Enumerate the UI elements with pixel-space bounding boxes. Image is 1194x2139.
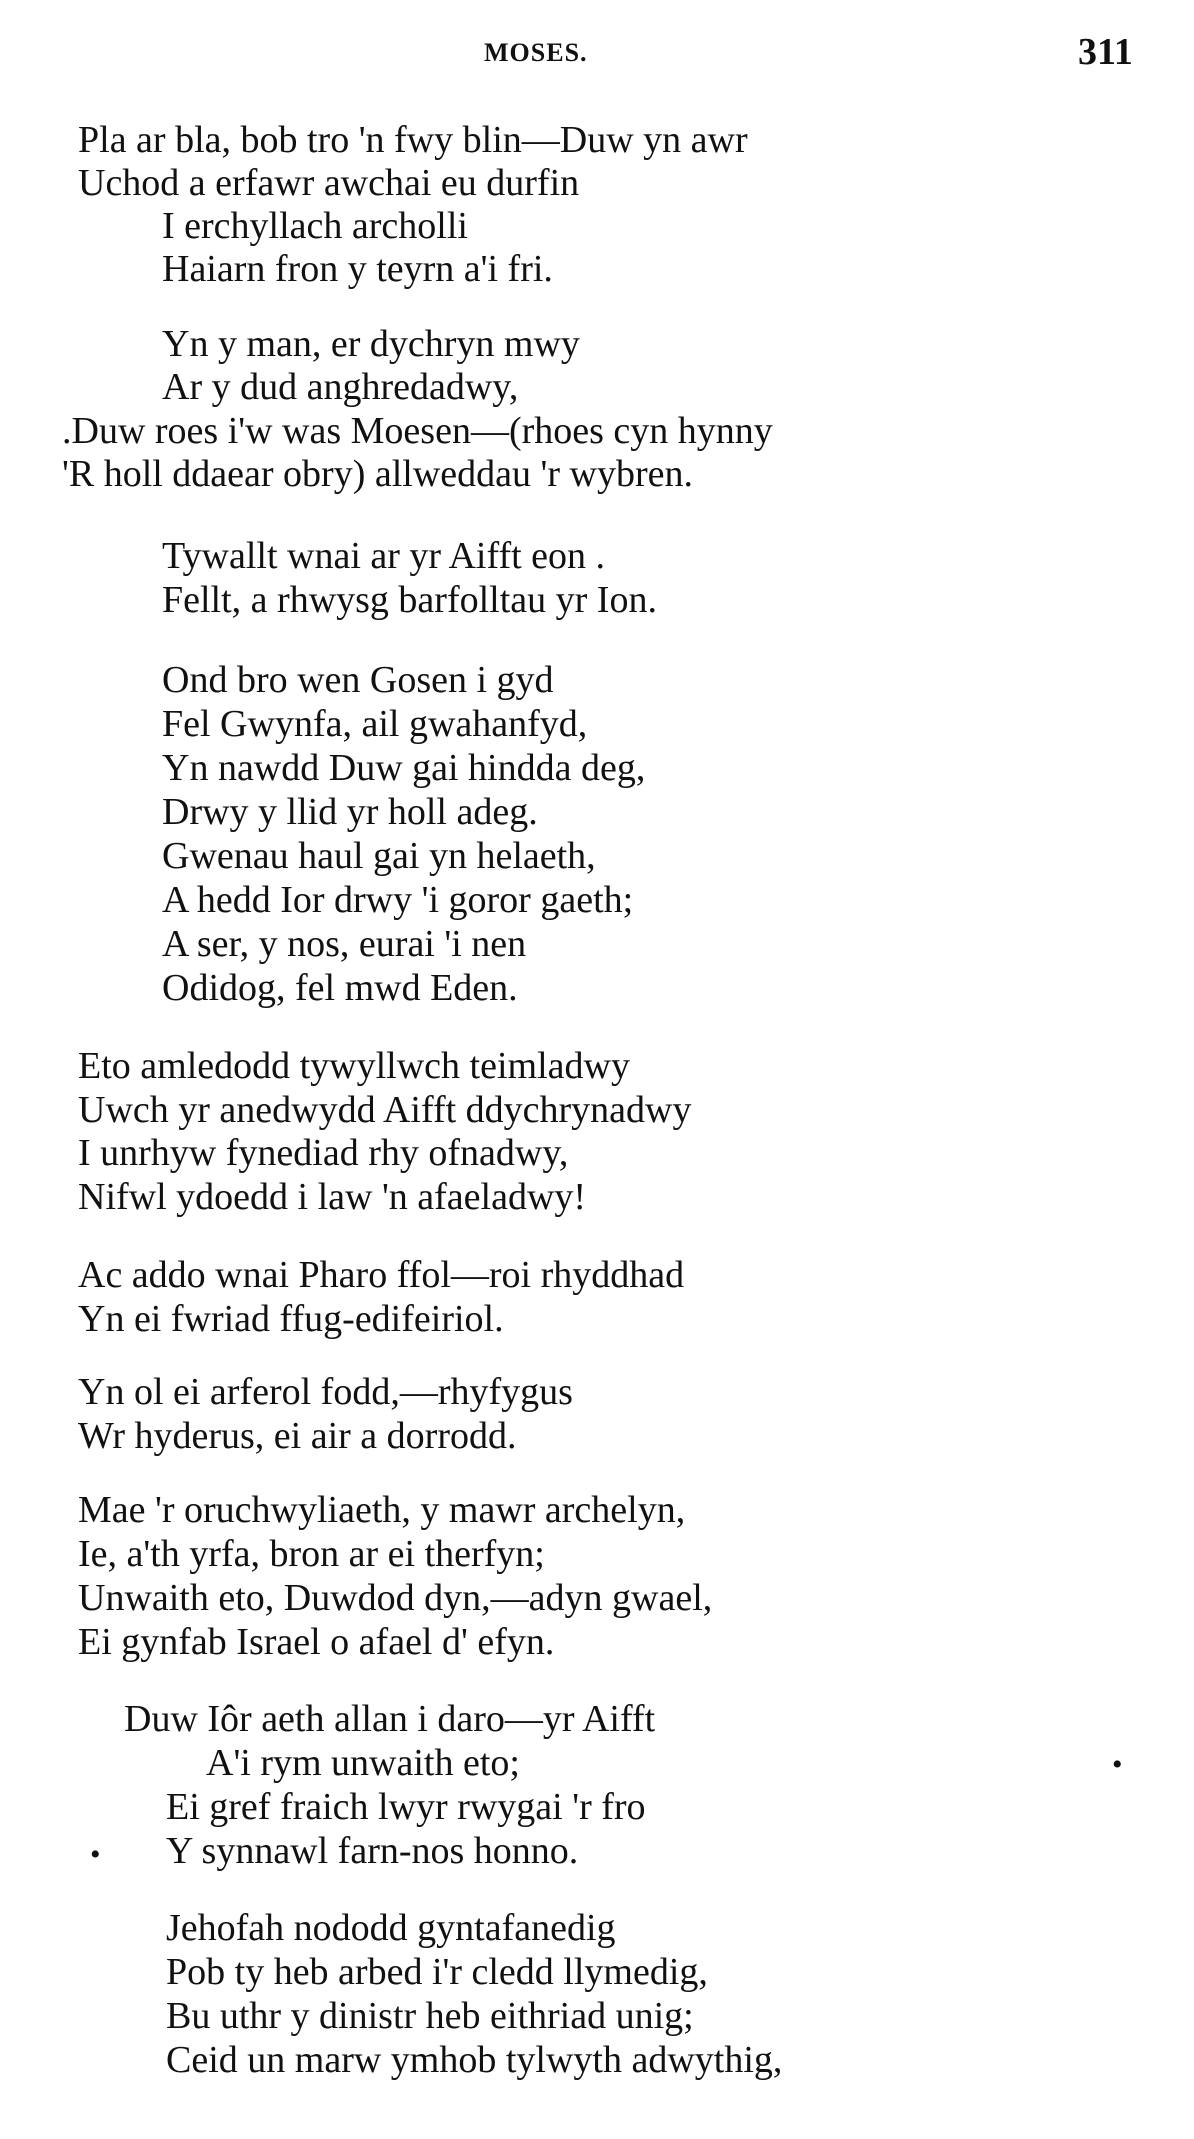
stray-mark: • [90,1838,101,1871]
verse-line: I erchyllach archolli [162,205,468,247]
verse-line: Jehofah nododd gyntafanedig [166,1907,616,1949]
verse-line: Duw Iôr aeth allan i daro—yr Aifft [124,1698,656,1740]
verse-line: Odidog, fel mwd Eden. [162,967,518,1009]
verse-line: Haiarn fron y teyrn a'i fri. [162,248,553,290]
verse-line: 'R holl ddaear obry) allweddau 'r wybren. [62,453,693,495]
verse-line: Ceid un marw ymhob tylwyth adwythig, [166,2039,783,2081]
verse-line: Unwaith eto, Duwdod dyn,—adyn gwael, [78,1577,713,1619]
verse-line: Ei gref fraich lwyr rwygai 'r fro [166,1786,646,1828]
verse-line: Mae 'r oruchwyliaeth, y mawr archelyn, [78,1489,686,1531]
stray-mark: • [1112,1748,1123,1781]
verse-line: Ie, a'th yrfa, bron ar ei therfyn; [78,1533,545,1575]
verse-line: A ser, y nos, eurai 'i nen [162,923,527,965]
verse-line: Yn ol ei arferol fodd,—rhyfygus [78,1371,573,1413]
verse-line: Fel Gwynfa, ail gwahanfyd, [162,703,588,745]
verse-line: .Duw roes i'w was Moesen—(rhoes cyn hynny [62,410,773,452]
verse-line: Nifwl ydoedd i law 'n afaeladwy! [78,1176,587,1218]
running-title: MOSES. [484,38,588,67]
verse-line: Y synnawl farn-nos honno. [166,1830,579,1872]
verse-line: Yn ei fwriad ffug-edifeiriol. [78,1298,504,1340]
verse-line: Wr hyderus, ei air a dorrodd. [78,1415,517,1457]
verse-line: Uchod a erfawr awchai eu durfin [78,162,580,204]
verse-line: I unrhyw fynediad rhy ofnadwy, [78,1132,569,1174]
verse-line: Uwch yr anedwydd Aifft ddychrynadwy [78,1089,692,1131]
verse-line: A hedd Ior drwy 'i goror gaeth; [162,879,634,921]
running-head [0,30,1194,80]
verse-line: A'i rym unwaith eto; [206,1742,520,1784]
verse-line: Pob ty heb arbed i'r cledd llymedig, [166,1951,708,1993]
verse-line: Ar y dud anghredadwy, [162,366,519,408]
verse-line: Bu uthr y dinistr heb eithriad unig; [166,1995,694,2037]
verse-line: Ond bro wen Gosen i gyd [162,659,554,701]
verse-line: Yn y man, er dychryn mwy [162,323,580,365]
verse-line: Tywallt wnai ar yr Aifft eon . [162,535,606,577]
verse-line: Ac addo wnai Pharo ffol—roi rhyddhad [78,1254,685,1296]
verse-line: Ei gynfab Israel o afael d' efyn. [78,1621,555,1663]
verse-line: Yn nawdd Duw gai hindda deg, [162,747,646,789]
page-number: 311 [1078,31,1133,73]
verse-line: Fellt, a rhwysg barfolltau yr Ion. [162,579,657,621]
verse-line: Pla ar bla, bob tro 'n fwy blin—Duw yn awr [78,119,748,161]
verse-line: Drwy y llid yr holl adeg. [162,791,538,833]
verse-line: Gwenau haul gai yn helaeth, [162,835,596,877]
verse-line: Eto amledodd tywyllwch teimladwy [78,1045,630,1087]
